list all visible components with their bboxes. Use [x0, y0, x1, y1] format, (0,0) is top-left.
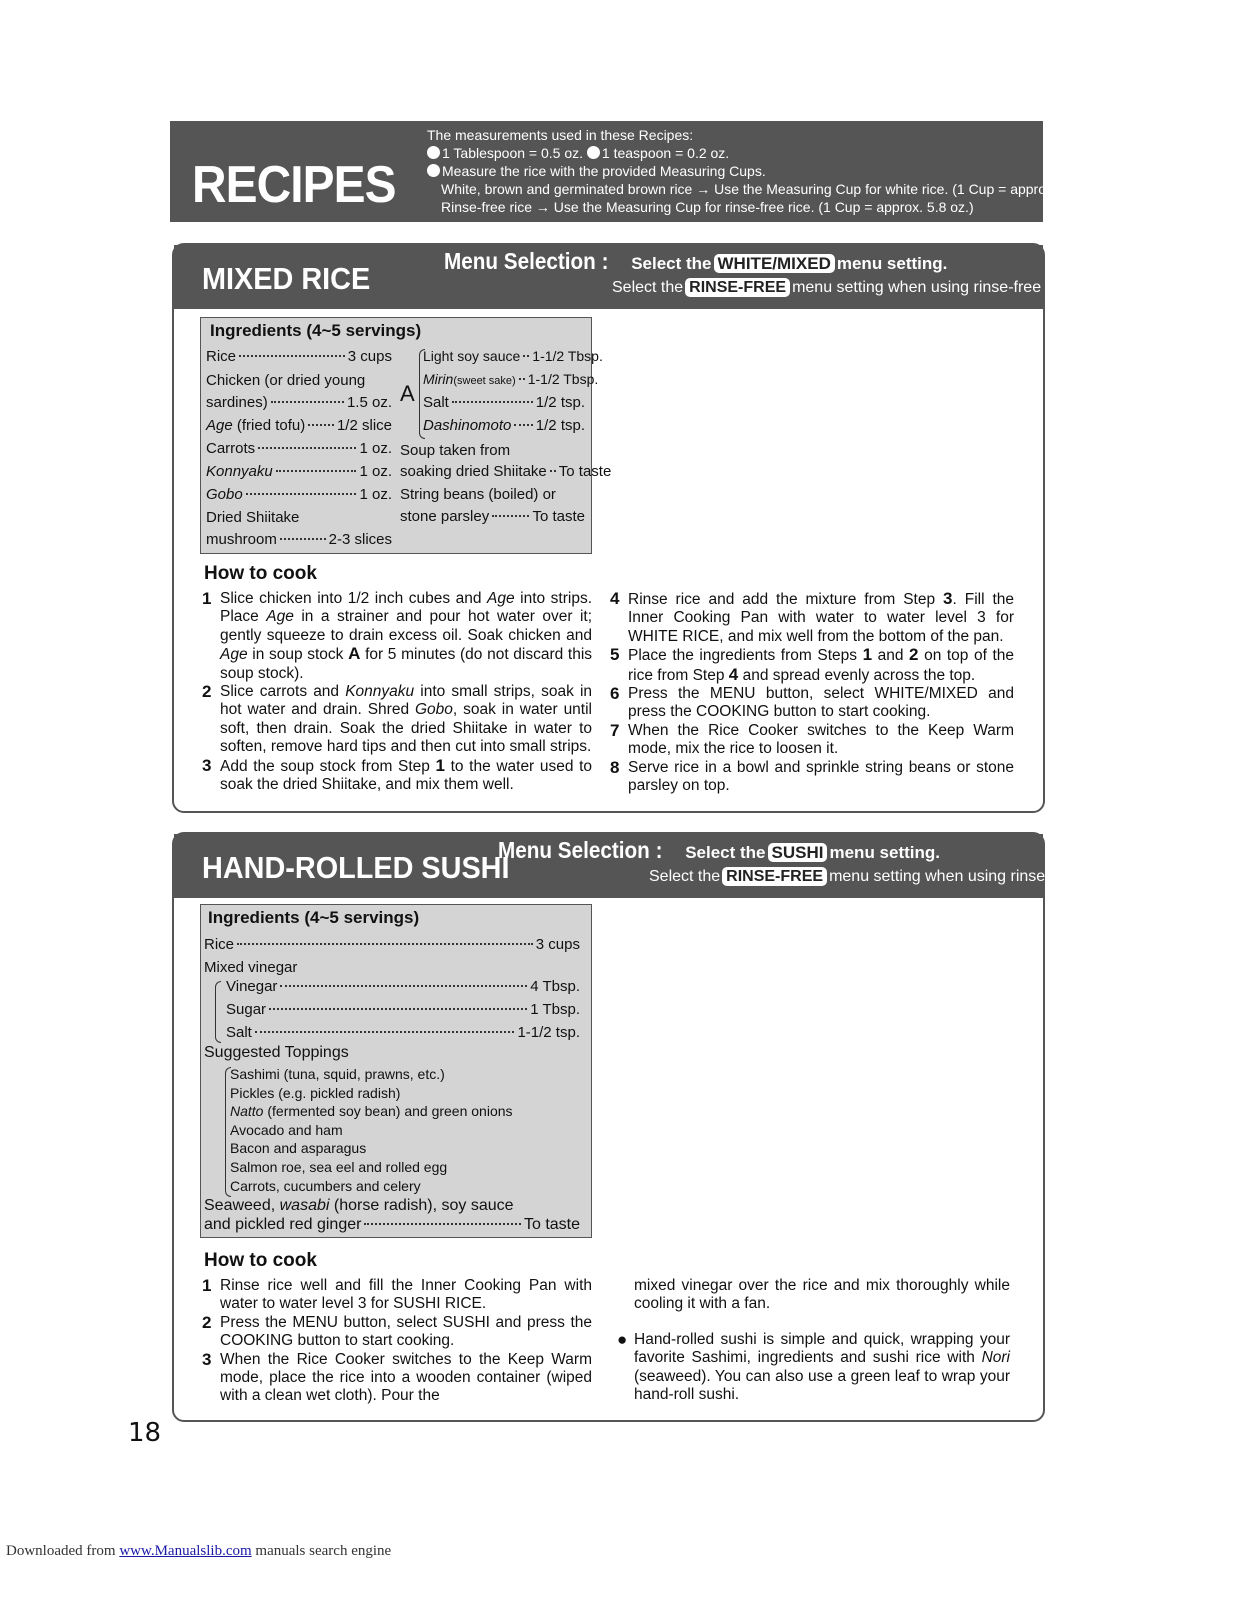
toppings-list	[230, 1065, 513, 1195]
vinegar-brace	[215, 981, 221, 1043]
ingredient-shiitake: Dried Shiitake	[206, 509, 300, 526]
ingredient-dashinomoto: Dashinomoto 1/2 tsp.	[423, 417, 585, 434]
steps-left	[202, 1277, 592, 1406]
ingredient-sugar: Sugar 1 Tbsp.	[226, 1001, 580, 1018]
sushi-header	[174, 834, 1113, 898]
sushi-note: ● Hand-rolled sushi is simple and quick, wrapping your favorite Sashimi, ingredients and sushi rice with Nori (seaweed). You can also use a green leaf to wrap your hand-roll sushi.	[617, 1329, 1010, 1404]
steps-right	[610, 590, 1014, 795]
step-7: 7 When the Rice Cooker switches to the Keep Warm mode, mix the rice to loosen it.	[610, 720, 1014, 758]
rinse-free-key: RINSE-FREE	[685, 278, 790, 297]
toppings-title: Suggested Toppings	[204, 1044, 349, 1061]
measurement-notes	[427, 126, 1107, 216]
ingredient-gobo: Gobo 1 oz.	[206, 486, 392, 503]
bullet-icon	[427, 164, 440, 177]
menu-selection-label: Menu Selection :	[444, 248, 609, 274]
ingredient-shiitake-qty: mushroom 2-3 slices	[206, 531, 392, 548]
ingredient-chicken: Chicken (or dried young	[206, 372, 366, 389]
step-3: 3 When the Rice Cooker switches to the Keep Warm mode, place the rice into a wooden container (wiped with a clean wet cloth). Pour the	[202, 1349, 592, 1405]
recipes-banner	[170, 121, 1108, 222]
menu-selection: Menu Selection : Select the WHITE/MIXED menu setting.	[444, 248, 948, 274]
sushi-key: SUSHI	[768, 843, 828, 862]
topping-item: Pickles (e.g. pickled radish)	[230, 1084, 401, 1101]
step-4: 4 Rinse rice and add the mixture from Step 3. Fill the Inner Cooking Pan with water to water level 3 for WHITE RICE, and mix well from the bottom of the pan.	[610, 589, 1015, 645]
notes-line-3: Measure the rice with the provided Measuring Cups.	[427, 162, 1107, 180]
ingredient-mirin: Mirin (sweet sake) 1-1/2 Tbsp.	[423, 371, 599, 387]
group-a-label: A	[400, 381, 415, 406]
step-3-continued: mixed vinegar over the rice and mix thoroughly while cooling it with a fan.	[634, 1277, 1010, 1313]
ingredients-box	[200, 904, 592, 1238]
topping-item: Bacon and asparagus	[230, 1140, 367, 1157]
ingredients-box	[200, 317, 612, 554]
ingredients-title: Ingredients (4~5 servings)	[208, 908, 420, 927]
mixed-rice-header	[174, 245, 1076, 309]
menu-selection-label: Menu Selection :	[498, 837, 663, 863]
step-6: 6 Press the MENU button, select WHITE/MIXED and press the COOKING button to start cooking.	[610, 684, 1014, 721]
bullet-icon: ●	[617, 1329, 628, 1349]
ingredient-rice: Rice 3 cups	[204, 936, 580, 953]
ingredient-string-beans-qty: stone parsley To taste	[400, 508, 585, 525]
menu-selection-rinse-free: Select the RINSE-FREE menu setting when using rinse-free rice.	[649, 868, 1113, 885]
steps-left	[202, 590, 592, 794]
white-mixed-key: WHITE/MIXED	[714, 254, 835, 273]
seaweed-line: Seaweed, wasabi (horse radish), soy sauce	[204, 1197, 514, 1214]
ingredient-rice: Rice 3 cups	[206, 348, 392, 365]
step-8: 8 Serve rice in a bowl and sprinkle string beans or stone parsley on top.	[610, 757, 1014, 795]
step-1: 1 Slice chicken into 1/2 inch cubes and Age into strips. Place Age in a strainer and pour hot water over it; gently squeeze to drain excess oil. Soak chicken and Age in soup stock A for 5 minutes (do not discard this soup stock).	[202, 589, 593, 682]
notes-line-4: White, brown and germinated brown rice → Use the Measuring Cup for white rice. (1 Cup = approx. 6.1 oz.)	[441, 181, 1108, 197]
bullet-icon	[587, 146, 600, 159]
manualslib-link[interactable]: www.Manualslib.com	[119, 1543, 252, 1559]
mixed-vinegar-label: Mixed vinegar	[204, 959, 298, 976]
ingredients-title: Ingredients (4~5 servings)	[210, 321, 422, 340]
seaweed-qty: and pickled red ginger To taste	[204, 1216, 580, 1233]
notes-line-2: 1 Tablespoon = 0.5 oz. 1 teaspoon = 0.2 oz.	[427, 144, 1107, 162]
bullet-icon	[427, 146, 440, 159]
notes-line-1: The measurements used in these Recipes:	[427, 127, 694, 143]
topping-item: Carrots, cucumbers and celery	[230, 1177, 421, 1194]
topping-item: Salmon roe, sea eel and rolled egg	[230, 1158, 448, 1175]
menu-selection: Menu Selection : Select the SUSHI menu setting.	[498, 837, 940, 863]
sushi-title: HAND-ROLLED SUSHI	[202, 850, 510, 885]
topping-item: Natto (fermented soy bean) and green onions	[230, 1103, 513, 1120]
menu-selection-rinse-free: Select the RINSE-FREE menu setting when using rinse-free rice.	[612, 279, 1076, 296]
topping-item: Sashimi (tuna, squid, prawns, etc.)	[230, 1066, 445, 1082]
page-number: 18	[128, 1418, 162, 1448]
step-1: 1 Rinse rice well and fill the Inner Cooking Pan with water to water level 3 for SUSHI RICE.	[202, 1276, 592, 1313]
ingredient-carrots: Carrots 1 oz.	[206, 440, 392, 457]
step-3: 3 Add the soup stock from Step 1 to the water used to soak the dried Shiitake, and mix them well.	[202, 755, 592, 794]
page-title: RECIPES	[192, 156, 396, 214]
notes-line-5: Rinse-free rice → Use the Measuring Cup for rinse-free rice. (1 Cup = approx. 5.8 oz.)	[441, 199, 974, 215]
ingredient-soup: Soup taken from	[400, 442, 511, 459]
mixed-rice-title: MIXED RICE	[202, 261, 371, 296]
ingredient-vinegar: Vinegar 4 Tbsp.	[226, 978, 580, 995]
topping-item: Avocado and ham	[230, 1121, 343, 1138]
ingredient-age: Age (fried tofu) 1/2 slice	[206, 417, 392, 434]
step-5: 5 Place the ingredients from Steps 1 and 2 on top of the rice from Step 4 and spread evenly across the top.	[610, 645, 1015, 684]
ingredient-konnyaku: Konnyaku 1 oz.	[206, 463, 392, 480]
step-2: 2 Press the MENU button, select SUSHI and press the COOKING button to start cooking.	[202, 1312, 592, 1350]
mixed-rice-panel	[172, 243, 1076, 813]
rinse-free-key: RINSE-FREE	[722, 867, 827, 886]
download-footer: Downloaded from www.Manualslib.com manuals search engine	[6, 1543, 392, 1559]
how-to-cook-heading: How to cook	[204, 563, 317, 584]
ingredient-salt: Salt 1-1/2 tsp.	[226, 1024, 580, 1041]
ingredient-soup-qty: soaking dried Shiitake To taste	[400, 463, 612, 480]
ingredient-soy-sauce: Light soy sauce 1-1/2 Tbsp.	[423, 348, 603, 364]
step-2: 2 Slice carrots and Konnyaku into small strips, soak in hot water and drain. Shred Gobo, soak in water until soft, then drain. Soak the dried Shiitake in water to soften, remove hard tips and then cut into small strips.	[202, 682, 593, 756]
steps-right	[617, 1277, 1010, 1404]
how-to-cook-heading: How to cook	[204, 1250, 317, 1271]
ingredient-string-beans: String beans (boiled) or	[400, 486, 556, 503]
ingredient-salt: Salt 1/2 tsp.	[423, 394, 585, 411]
sushi-panel	[172, 832, 1113, 1422]
ingredient-chicken-qty: sardines) 1.5 oz.	[206, 394, 392, 411]
